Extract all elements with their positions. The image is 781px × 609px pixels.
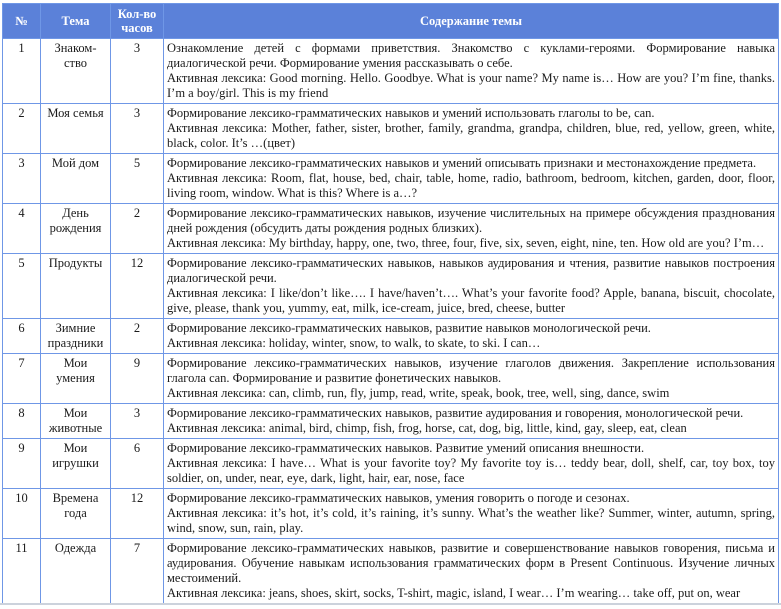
row-number: 6 — [3, 319, 41, 354]
table-row — [3, 204, 779, 254]
topic-cell: Зимние праздники — [41, 319, 111, 354]
header-hours: Кол-во часов — [111, 4, 164, 39]
table-row — [3, 489, 779, 539]
hours-cell: 7 — [111, 539, 164, 604]
topic-description: Формирование лексико-грамматических навыков, развитие навыков монологической речи. — [167, 321, 651, 335]
table-row — [3, 154, 779, 204]
content-cell — [164, 489, 779, 539]
hours-cell: 3 — [111, 104, 164, 154]
row-number: 3 — [3, 154, 41, 204]
topic-cell: День рождения — [41, 204, 111, 254]
topic-lexis: Активная лексика: jeans, shoes, skirt, socks, T-shirt, magic, island, I wear… I’m wearing… take off, put on, wear — [167, 586, 741, 600]
content-cell — [164, 204, 779, 254]
hours-cell: 12 — [111, 489, 164, 539]
topic-cell: Продукты — [41, 254, 111, 319]
topic-cell: Знаком-ство — [41, 39, 111, 104]
topic-lexis: Активная лексика: it’s hot, it’s cold, it’s raining, it’s sunny. What’s the weather like? Summer, winter, autumn, spring, wind, snow, sun, rain, play. — [167, 506, 775, 535]
curriculum-table — [2, 3, 779, 604]
topic-cell: Мои животные — [41, 404, 111, 439]
topic-lexis: Активная лексика: Room, flat, house, bed, chair, table, home, radio, bathroom, bedroom, kitchen, garden, door, floor, living room, window. What is this? Where is a…? — [167, 171, 775, 200]
cropped-next-row-line — [0, 603, 781, 605]
table-row — [3, 104, 779, 154]
topic-description: Формирование лексико-грамматических навыков и умений использовать глаголы to be, can. — [167, 106, 655, 120]
table-header — [3, 4, 779, 39]
row-number: 2 — [3, 104, 41, 154]
hours-cell: 5 — [111, 154, 164, 204]
table-row — [3, 39, 779, 104]
row-number: 9 — [3, 439, 41, 489]
topic-cell: Моя семья — [41, 104, 111, 154]
row-number: 10 — [3, 489, 41, 539]
hours-cell: 12 — [111, 254, 164, 319]
content-cell — [164, 319, 779, 354]
topic-description: Ознакомление детей с формами приветствия. Знакомство с куклами-героями. Формирование навыка диалогической речи. Формирование умения рассказывать о себе. — [167, 41, 775, 70]
hours-cell: 3 — [111, 404, 164, 439]
topic-cell: Времена года — [41, 489, 111, 539]
topic-lexis: Активная лексика: I like/don’t like…. I have/haven’t…. What’s your favorite food? Apple, banana, biscuit, chocolate, give, please, thank you, yummy, eat, milk, ice-cream, juice, bred, cheese, butter — [167, 286, 775, 315]
row-number: 8 — [3, 404, 41, 439]
content-cell — [164, 354, 779, 404]
topic-lexis: Активная лексика: animal, bird, chimp, fish, frog, horse, cat, dog, big, little, kind, gay, sleep, eat, clean — [167, 421, 687, 435]
header-row — [3, 4, 779, 39]
topic-cell: Мои игрушки — [41, 439, 111, 489]
header-number: № — [3, 4, 41, 39]
table-row — [3, 354, 779, 404]
topic-description: Формирование лексико-грамматических навыков, навыков аудирования и чтения, развитие навыков построения диалогической речи. — [167, 256, 775, 285]
content-cell — [164, 104, 779, 154]
topic-description: Формирование лексико-грамматических навыков, изучение глаголов движения. Закрепление использования глагола can. Формирование и развитие фонетических навыков. — [167, 356, 775, 385]
content-cell — [164, 404, 779, 439]
content-cell — [164, 439, 779, 489]
hours-cell: 3 — [111, 39, 164, 104]
topic-lexis: Активная лексика: Mother, father, sister, brother, family, grandma, grandpa, children, blue, red, yellow, green, white, black, color. It’s …(цвет) — [167, 121, 775, 150]
table-row — [3, 404, 779, 439]
table-row — [3, 319, 779, 354]
hours-cell: 9 — [111, 354, 164, 404]
row-number: 4 — [3, 204, 41, 254]
topic-description: Формирование лексико-грамматических навыков, изучение числительных на примере обсуждения празднования дней рождения (обсудить даты рождения родных близких). — [167, 206, 775, 235]
table-row — [3, 539, 779, 604]
topic-lexis: Активная лексика: Good morning. Hello. Goodbye. What is your name? My name is… How are you? I’m fine, thanks. I’m a boy/girl. This is my friend — [167, 71, 775, 100]
topic-description: Формирование лексико-грамматических навыков, развитие и совершенствование навыков говорения, письма и аудирования. Обучение навыкам использования грамматических форм в Present Continuous. Изучение личных местоимений. — [167, 541, 775, 585]
topic-cell: Мой дом — [41, 154, 111, 204]
topic-lexis: Активная лексика: I have… What is your favorite toy? My favorite toy is… teddy bear, doll, shelf, car, toy box, toy soldier, on, under, near, eye, dark, light, hair, ear, nose, face — [167, 456, 775, 485]
header-topic: Тема — [41, 4, 111, 39]
row-number: 11 — [3, 539, 41, 604]
topic-cell: Мои умения — [41, 354, 111, 404]
hours-cell: 2 — [111, 319, 164, 354]
topic-description: Формирование лексико-грамматических навыков, развитие аудирования и говорения, монологической речи. — [167, 406, 744, 420]
topic-lexis: Активная лексика: holiday, winter, snow, to walk, to skate, to ski. I can… — [167, 336, 541, 350]
content-cell — [164, 39, 779, 104]
hours-cell: 2 — [111, 204, 164, 254]
topic-description: Формирование лексико-грамматических навыков и умений описывать признаки и местонахождение предмета. — [167, 156, 757, 170]
row-number: 5 — [3, 254, 41, 319]
table-row — [3, 254, 779, 319]
topic-description: Формирование лексико-грамматических навыков, умения говорить о погоде и сезонах. — [167, 491, 630, 505]
content-cell — [164, 539, 779, 604]
content-cell — [164, 254, 779, 319]
table-body — [3, 39, 779, 604]
row-number: 1 — [3, 39, 41, 104]
table-row — [3, 439, 779, 489]
content-cell — [164, 154, 779, 204]
row-number: 7 — [3, 354, 41, 404]
hours-cell: 6 — [111, 439, 164, 489]
header-content: Содержание темы — [164, 4, 779, 39]
topic-cell: Одежда — [41, 539, 111, 604]
topic-lexis: Активная лексика: can, climb, run, fly, jump, read, write, speak, book, tree, well, sing, dance, swim — [167, 386, 670, 400]
topic-lexis: Активная лексика: My birthday, happy, one, two, three, four, five, six, seven, eight, nine, ten. How old are you? I’m… — [167, 236, 765, 250]
topic-description: Формирование лексико-грамматических навыков. Развитие умений описания внешности. — [167, 441, 645, 455]
